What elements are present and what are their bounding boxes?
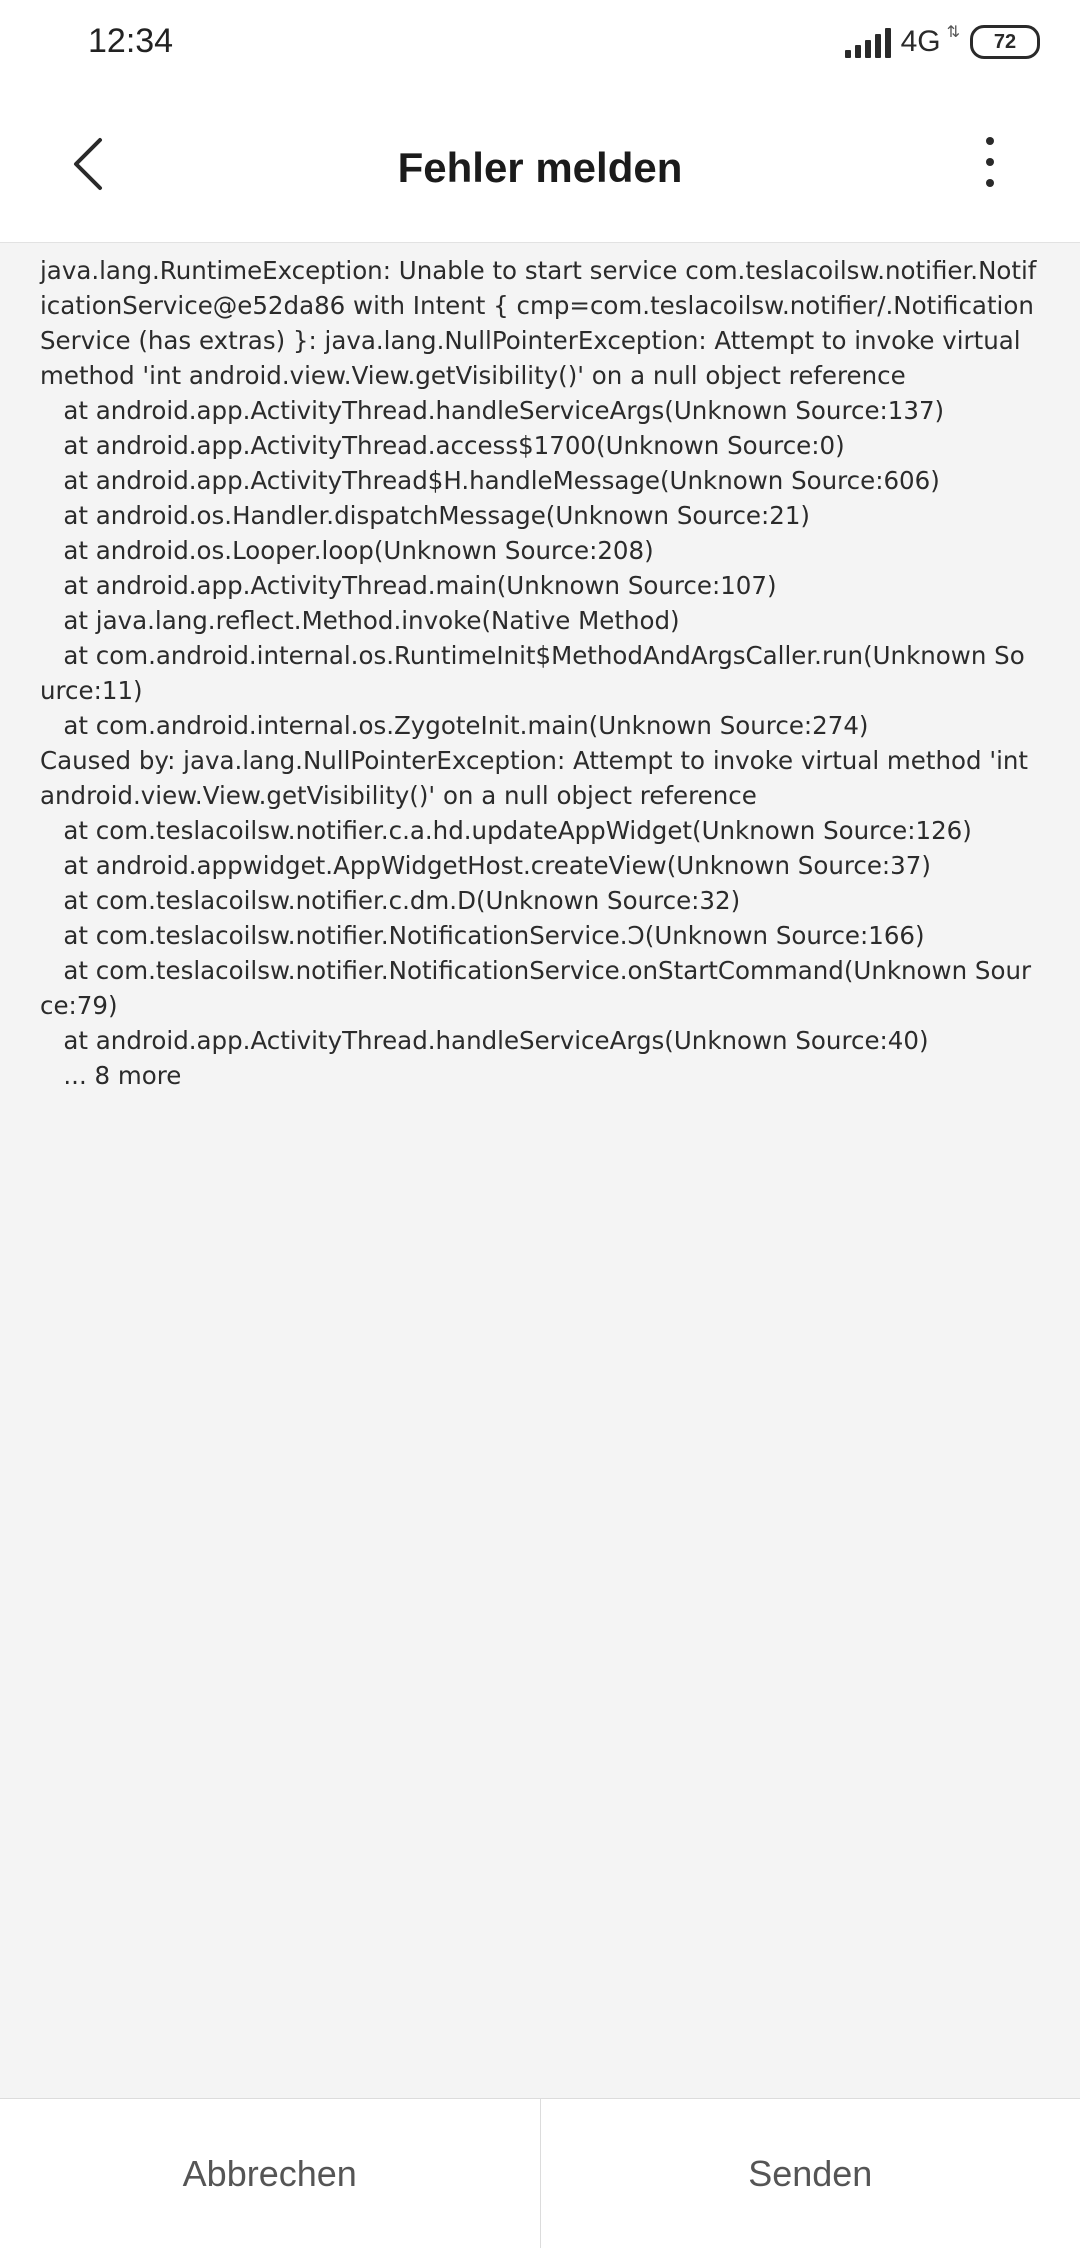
- data-activity-icon: ⇅: [946, 24, 960, 41]
- status-time: 12:34: [88, 22, 174, 60]
- cancel-button[interactable]: Abbrechen: [182, 2153, 357, 2194]
- more-options-button[interactable]: [960, 122, 1020, 202]
- action-bar: [0, 2098, 1080, 2248]
- report-content[interactable]: [0, 243, 1080, 2098]
- app-header: [0, 86, 1080, 243]
- battery-icon: [970, 25, 1040, 59]
- network-type: 4G: [900, 25, 941, 58]
- send-button[interactable]: Senden: [748, 2153, 873, 2194]
- battery-level: 72: [993, 30, 1017, 53]
- status-icons: [845, 22, 1040, 62]
- status-bar: [0, 0, 1080, 86]
- error-log-text: java.lang.RuntimeException: Unable to start service com.teslacoilsw.notifier.NotificationService@e52da86 with Intent { cmp=com.teslacoilsw.notifier/.NotificationService (has extras) }: java.lang.NullPointerException: Attempt to invoke virtual method 'int android.view.View.getVisibility()' on a null object reference at android.app.ActivityThread.handleServiceArgs(Unknown Source:137) at android.app.ActivityThread.access$1700(Unknown Source:0) at android.app.ActivityThread$H.handleMessage(Unknown Source:606) at android.os.Handler.dispatchMessage(Unknown Source:21) at android.os.Looper.loop(Unknown Source:208) at android.app.ActivityThread.main(Unknown Source:107) at java.lang.reflect.Method.invoke(Native Method) at com.android.internal.os.RuntimeInit$MethodAndArgsCaller.run(Unknown Source:11) at com.android.internal.os.ZygoteInit.main(Unknown Source:274) Caused by: java.lang.NullPointerException: Attempt to invoke virtual method 'int android.view.View.getVisibility()' on a null object reference at com.teslacoilsw.notifier.c.a.hd.updateAppWidget(Unknown Source:126) at android.appwidget.AppWidgetHost.createView(Unknown Source:37) at com.teslacoilsw.notifier.c.dm.D(Unknown Source:32) at com.teslacoilsw.notifier.NotificationService.Ↄ(Unknown Source:166) at com.teslacoilsw.notifier.NotificationService.onStartCommand(Unknown Source:79) at android.app.ActivityThread.handleServiceArgs(Unknown Source:40) ... 8 more: [40, 256, 1037, 1090]
- signal-icon: [845, 26, 891, 58]
- more-vertical-icon: [986, 137, 994, 145]
- page-title: Fehler melden: [397, 144, 683, 191]
